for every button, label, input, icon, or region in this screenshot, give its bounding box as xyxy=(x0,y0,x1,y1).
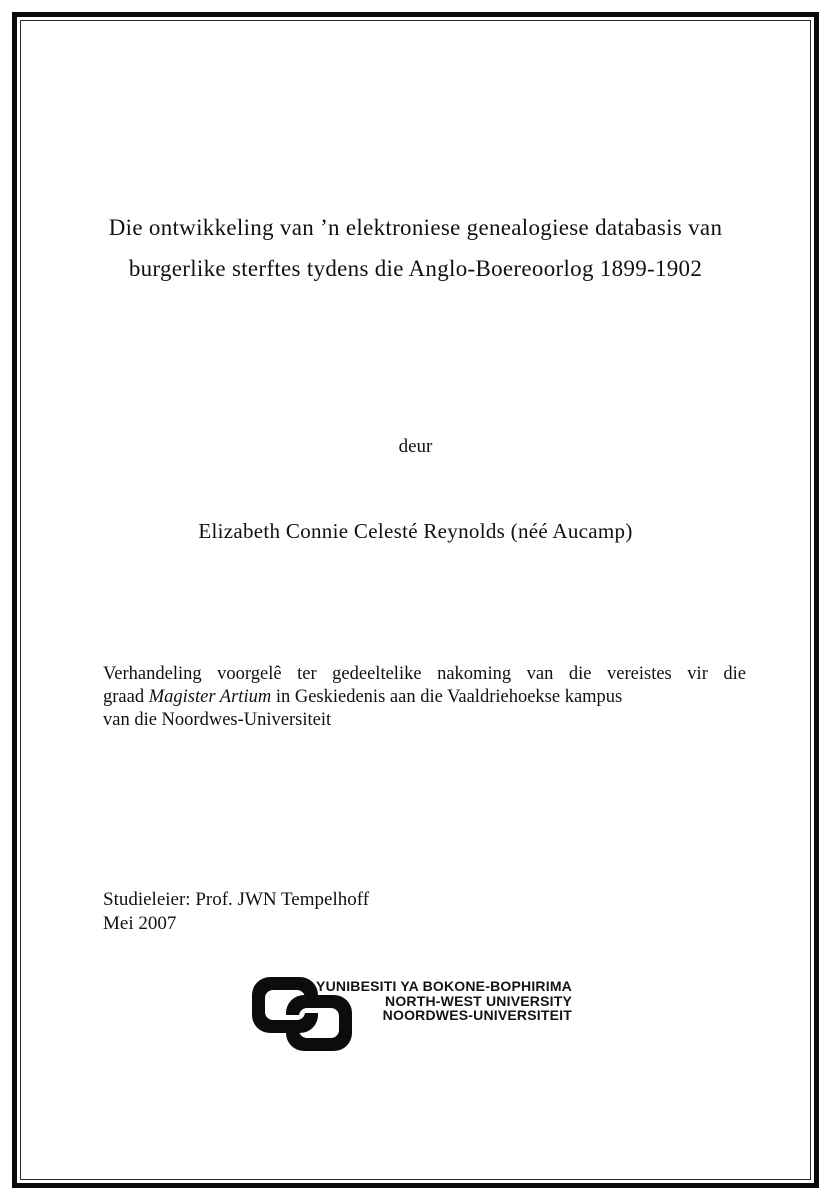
date-line: Mei 2007 xyxy=(103,913,177,934)
submission-line-1: Verhandeling voorgelê ter gedeeltelike nakoming van die vereistes vir die xyxy=(103,664,746,684)
supervisor-block xyxy=(103,888,369,936)
supervisor-line: Studieleier: Prof. JWN Tempelhoff xyxy=(103,889,370,910)
logo-name-setswana: YUNIBESITI YA BOKONE-BOPHIRIMA xyxy=(316,978,572,994)
logo-name-afrikaans: NOORDWES-UNIVERSITEIT xyxy=(382,1007,572,1023)
degree-name: Magister Artium xyxy=(148,687,272,707)
logo-wordmark xyxy=(315,979,572,1023)
submission-line-3: van die Noordwes-Universiteit xyxy=(103,710,332,730)
thesis-title xyxy=(50,207,781,289)
thesis-title-line-2: burgerlike sterftes tydens die Anglo-Boereoorlog 1899-1902 xyxy=(128,256,703,281)
thesis-title-line-1: Die ontwikkeling van ’n elektroniese genealogiese databasis van xyxy=(108,215,723,240)
submission-line-2 xyxy=(103,686,746,709)
author-name: Elizabeth Connie Celesté Reynolds (néé Aucamp) xyxy=(198,519,633,543)
submission-line-2-suffix: in Geskiedenis aan die Vaaldriehoekse kampus xyxy=(271,687,623,707)
logo-name-english: NORTH-WEST UNIVERSITY xyxy=(385,992,572,1009)
submission-line-2-prefix: graad xyxy=(103,687,149,707)
submission-statement xyxy=(103,663,746,732)
byline-label: deur xyxy=(398,436,433,457)
north-west-university-logo xyxy=(252,975,582,1055)
